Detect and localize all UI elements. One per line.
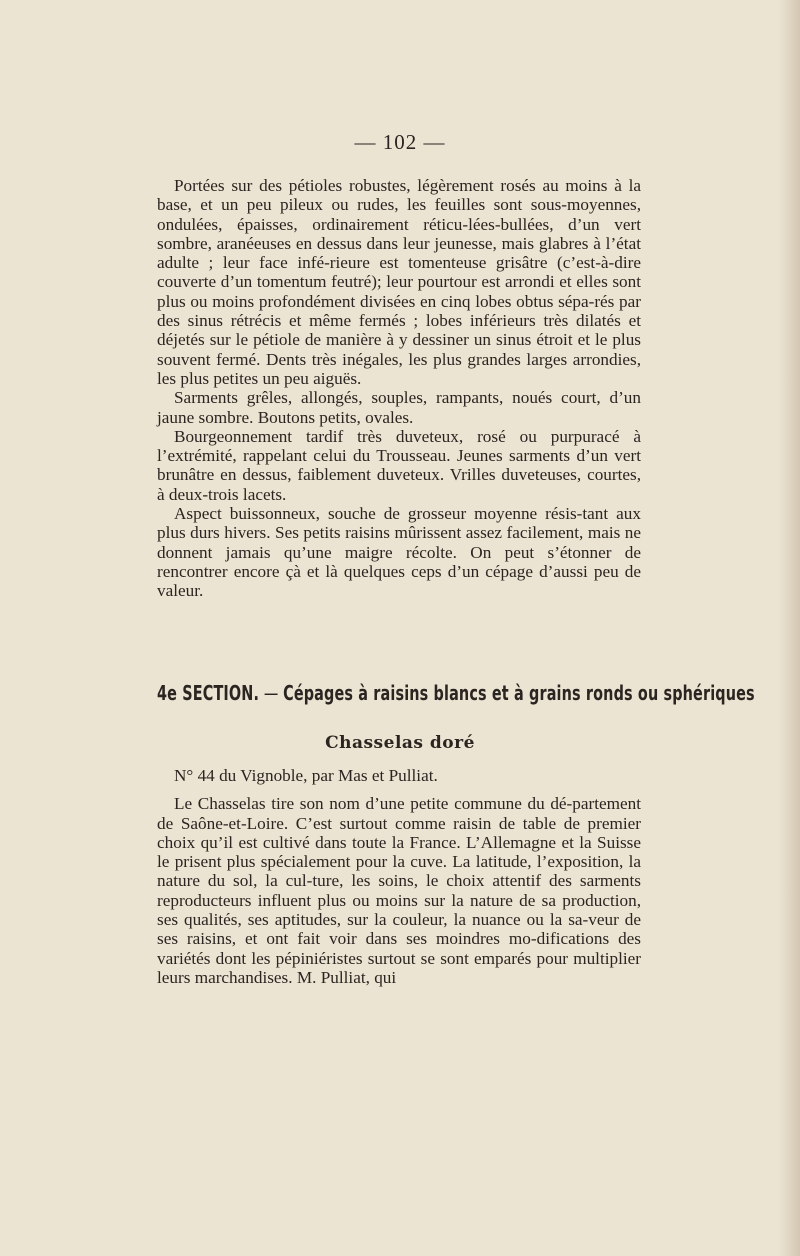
section-label: 4e SECTION. — [157, 681, 260, 705]
paragraph-leaves: Portées sur des pétioles robustes, légèrement rosés au moins à la base, et un peu pileux ou rudes, les feuilles sont sous-moyennes, ondulées, épaisses, ordinairement réticu-lées-bullées, d’un vert sombre, aranéeuses en dessus dans leur jeunesse, mais glabres à l’état adulte ; leur face infé-rieure est tomenteuse grisâtre (c’est-à-dire couverte d’un tomentum feutré); leur pourtour est arrondi et elles sont plus ou moins profondément divisées en cinq lobes obtus sépa-rés par des sinus rétrécis et même fermés ; lobes inférieurs très dilatés et déjetés sur le pétiole de manière à y dessiner un sinus étroit et le plus souvent fermé. Dents très inégales, les plus grandes larges arrondies, les plus petites un peu aiguës. — [157, 176, 641, 388]
top-text-block — [157, 176, 641, 601]
paragraph-chasselas: Le Chasselas tire son nom d’une petite commune du dé-partement de Saône-et-Loire. C’est surtout comme raisin de table de premier choix qu’il est cultivé dans toute la France. L’Allemagne et la Suisse le prisent plus spécialement pour la cuve. La latitude, l’exposition, la nature du sol, la cul-ture, les soins, le choix attentif des sarments reproducteurs influent plus ou moins sur la nature de sa production, ses qualités, ses aptitudes, sur la couleur, la nuance ou la sa-veur de ses raisins, et ont fait voir dans ses moindres mo-difications des variétés dont les pépiniéristes surtout se sont emparés pour multiplier leurs marchandises. M. Pulliat, qui — [157, 794, 641, 987]
paragraph-bourgeonnement: Bourgeonnement tardif très duveteux, rosé ou purpuracé à l’extrémité, rappelant celui du Trousseau. Jeunes sarments d’un vert brunâtre en dessus, faiblement duveteux. Vrilles duveteuses, courtes, à deux-trois lacets. — [157, 426, 641, 504]
page-edge-shadow — [778, 0, 800, 1256]
section-heading — [157, 681, 755, 705]
bottom-text-block — [157, 766, 641, 987]
paragraph-sarments: Sarments grêles, allongés, souples, rampants, noués court, d’un jaune sombre. Boutons petits, ovales. — [157, 388, 641, 427]
reference-line: N° 44 du Vignoble, par Mas et Pulliat. — [174, 766, 438, 785]
paragraph-aspect: Aspect buissonneux, souche de grosseur moyenne résis-tant aux plus durs hivers. Ses petits raisins mûrissent assez facilement, mais ne donnent jamais qu’une maigre récolte. On peut s’étonner de rencontrer encore çà et là quelques ceps d’un cépage d’aussi peu de valeur. — [157, 504, 641, 601]
variety-title: Chasselas doré — [325, 733, 475, 753]
section-dash: — — [259, 681, 284, 705]
page-number: — 102 — — [354, 130, 446, 154]
section-title: Cépages à raisins blancs et à grains ronds ou sphériques — [283, 681, 755, 705]
